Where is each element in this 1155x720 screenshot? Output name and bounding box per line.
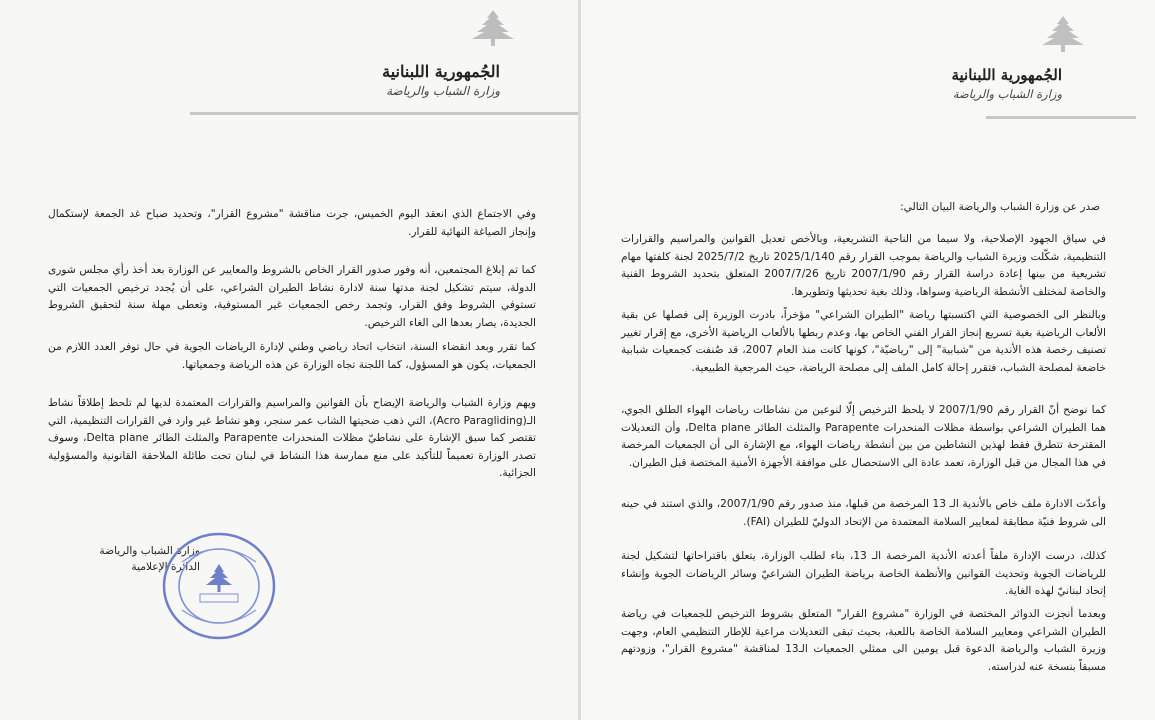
body-paragraph: كما تم إبلاغ المجتمعين، أنه وفور صدور القرار الخاص بالشروط والمعايير عن الوزارة بعد أخذ رأي مجلس شورى الدولة، سيتم تشكيل لجنة مدتها سنة لادارة نشاط الطيران الشراعي، على أن يُجدد ترخيص الجمعيات التي تستوفي الشروط وفق القرار، وتجمد رخص الجمعيات غير المستوفية، وتعطى مهلة سنة لتحقيق الشروط الجديدة، يصار بعدها الى الغاء الترخيص. xyxy=(48,264,536,329)
letterhead-republic: الجُمهورية اللبنانية xyxy=(951,66,1062,84)
letterhead-rule xyxy=(190,112,578,115)
body-paragraph: وبعدما أنجزت الدوائر المختصة في الوزارة "مشروع القرار" المتعلق بشروط الترخيص للجمعيات في رياضة الطيران الشراعي ومعايير السلامة الخاصة باللعبة، بحيث تبقى التعديلات مراعية للإطار التنظيمي العام، وجهت وزيرة الشباب والرياضة الدعوة قبل يومين الى ممثلي الجمعيات الـ13 لمناقشة "مشروع القرار"، وزودتهم مسبقاً بنسخة عنه لدراسته. xyxy=(621,608,1106,673)
body-paragraph: ويهم وزارة الشباب والرياضة الإيضاح بأن القوانين والمراسيم والقرارات المعتمدة لديها لم تلحظ إطلاقاً نشاط الـ(Acro Paragliding)، التي ذهب ضحيتها الشاب عمر سنجر، وهو نشاط غير وارد في القرارات التنظيمية، التي تقتصر كما سبق الإشارة على نشاطيّ مظلات المنحدرات Parapente والمثلث الطائر Delta plane، وسوف تصدر الوزارة تعميماً للتأكيد على منع ممارسة هذا النشاط في لبنان تحت طائلة الملاحقة القانونية والمسؤولية الجزائية. xyxy=(48,397,537,480)
body-paragraph: في سياق الجهود الإصلاحية، ولا سيما من الناحية التشريعية، وبالأخص تعديل القوانين والمراسيم والقرارات التنظيمية، شكّلت وزيرة الشباب والرياضة بموجب القرار رقم 2025/1/140 تاريخ 2025/7/2 لجنة كلفتها مهام تشريعية من بينها إعادة دراسة القرار رقم 2007/1/90 تاريخ 2007/7/26 المتعلق بتحديد الشروط الفنية والخاصة لمختلف الأنشطة الرياضية وسواها، وذلك بغية تحديثها وتطويرها. xyxy=(621,233,1107,298)
body-paragraph: وبالنظر الى الخصوصية التي اكتسبتها رياضة "الطيران الشراعي" مؤخراً، بادرت الوزيرة إلى فصلها عن بقية الألعاب الرياضية بغية تسريع إنجاز القرار الفني الخاص بها، وعدم ربطها بالألعاب الرياضية الأخرى، مع إقرار تغيير تصنيف رخصة هذه الأندية من "شبابية" إلى "رياضيّة"، كونها كانت منذ العام 2007، قد صُنفت كجمعيات شبابية خاضعة لمصلحة الشباب، فتقرر إحالة كامل الملف إلى مصلحة الرياضة، حيث المرجعية الطبيعية. xyxy=(621,309,1106,374)
letterhead-rule xyxy=(986,116,1136,119)
ministry-stamp-icon xyxy=(160,530,278,642)
body-paragraph: وفي الاجتماع الذي انعقد اليوم الخميس، جرت مناقشة "مشروع القرار"، وتحديد صباح غد الجمعة لإستكمال وإنجاز الصياغة النهائية للقرار. xyxy=(48,208,536,238)
letterhead-ministry: وزارة الشباب والرياضة xyxy=(386,84,500,98)
letter-page-1 xyxy=(581,0,1155,720)
body-paragraph: كما نوضح أنّ القرار رقم 2007/1/90 لا يلحظ الترخيص إلّا لنوعين من نشاطات رياضات الهواء الطلق الجوي، هما الطيران الشراعي بواسطة مظلات المنحدرات Parapente والمثلث الطائر Delta plane، وأن التعديلات المقترحة تتطرق فقط لهذين النشاطين من بين أنشطة رياضات الهواء، مع الإشارة الى أن الجمعيات المرخصة في هذا المجال من قبل الوزارة، تعمد عادة الى الاستحصال على موافقة الأجهزة الأمنية المختصة قبل الطيران. xyxy=(621,404,1106,469)
body-paragraph: وأعدّت الادارة ملف خاص بالأندية الـ 13 المرخصة من قبلها، منذ صدور رقم 2007/1/90، والذي استند في حينه الى شروط فنيّة مطابقة لمعايير السلامة المعتمدة من الإتحاد الدوليّ للطيران (FAI). xyxy=(621,498,1106,528)
cedar-logo-icon xyxy=(1037,14,1089,54)
letterhead-republic: الجُمهورية اللبنانية xyxy=(382,62,500,81)
cedar-logo-icon xyxy=(467,8,519,48)
signature-ministry: وزارة الشباب والرياضة xyxy=(99,545,200,557)
body-paragraph: كما تقرر وبعد انقضاء السنة، انتخاب اتحاد رياضي وطني لإدارة الرياضات الجوية في حال توفر العدد اللازم من الجمعيات، يكون هو المسؤول، كما اللجنة تجاه الوزارة عن هذه الرياضة وجمعياتها. xyxy=(48,341,536,371)
letterhead-ministry: وزارة الشباب والرياضة xyxy=(952,87,1062,101)
statement-intro: صدر عن وزارة الشباب والرياضة البيان التالي: xyxy=(900,201,1100,213)
body-paragraph: كذلك، درست الإدارة ملفاً أعدته الأندية المرخصة الـ 13، بناء لطلب الوزارة، يتعلق باقتراحاتها لتشكيل لجنة للرياضات الجوية وتحديث القوانين والأنظمة الخاصة برياضة الطيران الشراعيّ وسائر الرياضات الجوية وإنشاء إتحاد لبنانيّ لهذه الغاية. xyxy=(621,550,1106,598)
signature-department: الدائرة الإعلامية xyxy=(131,561,200,573)
